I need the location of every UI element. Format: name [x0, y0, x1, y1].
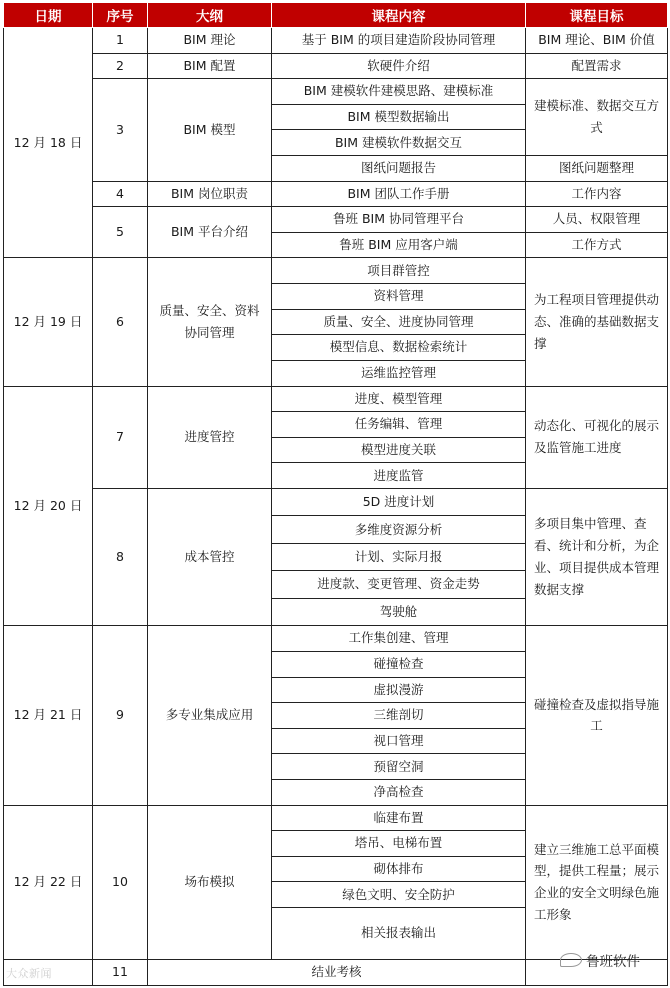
outline-cell: BIM 平台介绍	[148, 207, 272, 258]
content-cell: 模型进度关联	[272, 437, 526, 463]
date-cell: 12 月 22 日	[4, 805, 93, 959]
outline-cell: BIM 模型	[148, 79, 272, 181]
table-row	[4, 488, 668, 515]
no-cell: 9	[93, 626, 148, 805]
table-row	[4, 386, 668, 412]
content-cell: 资料管理	[272, 284, 526, 310]
chat-bubble-icon	[560, 953, 582, 967]
content-cell: 结业考核	[148, 960, 526, 986]
header-no: 序号	[93, 3, 148, 28]
goal-cell: 建立三维施工总平面模型，提供工程量；展示企业的安全文明绿色施工形象	[526, 805, 668, 959]
content-cell: 项目群管控	[272, 258, 526, 284]
content-cell: BIM 建模软件建模思路、建模标准	[272, 79, 526, 105]
content-cell: 进度款、变更管理、资金走势	[272, 571, 526, 598]
no-cell: 6	[93, 258, 148, 386]
no-cell: 5	[93, 207, 148, 258]
content-cell: 预留空洞	[272, 754, 526, 780]
table-row	[4, 207, 668, 233]
content-cell: 进度、模型管理	[272, 386, 526, 412]
content-cell: 视口管理	[272, 728, 526, 754]
no-cell: 1	[93, 28, 148, 54]
outline-cell: 场布模拟	[148, 805, 272, 959]
content-cell: 多维度资源分析	[272, 516, 526, 543]
content-cell: 相关报表输出	[272, 908, 526, 960]
no-cell: 2	[93, 53, 148, 79]
outline-cell: BIM 岗位职责	[148, 181, 272, 207]
goal-cell: 碰撞检查及虚拟指导施工	[526, 626, 668, 805]
content-cell: 碰撞检查	[272, 651, 526, 677]
content-cell: 质量、安全、进度协同管理	[272, 309, 526, 335]
content-cell: 模型信息、数据检索统计	[272, 335, 526, 361]
goal-cell: 建模标准、数据交互方式	[526, 79, 668, 156]
header-content: 课程内容	[272, 3, 526, 28]
content-cell: 计划、实际月报	[272, 543, 526, 570]
content-cell: BIM 建模软件数据交互	[272, 130, 526, 156]
content-cell: 软硬件介绍	[272, 53, 526, 79]
content-cell: 鲁班 BIM 应用客户端	[272, 232, 526, 258]
table-row	[4, 53, 668, 79]
header-outline: 大纲	[148, 3, 272, 28]
content-cell: 绿色文明、安全防护	[272, 882, 526, 908]
goal-cell: BIM 理论、BIM 价值	[526, 28, 668, 54]
table-row	[4, 626, 668, 652]
goal-cell: 多项目集中管理、查看、统计和分析，为企业、项目提供成本管理数据支撑	[526, 488, 668, 625]
watermark-right-text: 鲁班软件	[586, 954, 640, 970]
content-cell: 临建布置	[272, 805, 526, 831]
content-cell: 进度监管	[272, 463, 526, 489]
outline-cell: 进度管控	[148, 386, 272, 488]
outline-cell: 多专业集成应用	[148, 626, 272, 805]
content-cell: 塔吊、电梯布置	[272, 831, 526, 857]
no-cell: 3	[93, 79, 148, 181]
table-row	[4, 79, 668, 105]
date-cell: 12 月 18 日	[4, 28, 93, 258]
no-cell: 4	[93, 181, 148, 207]
outline-cell: 质量、安全、资料协同管理	[148, 258, 272, 386]
goal-cell: 人员、权限管理	[526, 207, 668, 233]
date-cell: 12 月 21 日	[4, 626, 93, 805]
watermark-right	[560, 950, 640, 970]
outline-cell: BIM 配置	[148, 53, 272, 79]
date-cell: 12 月 20 日	[4, 386, 93, 626]
course-schedule-table	[3, 2, 668, 986]
content-cell: 三维剖切	[272, 703, 526, 729]
watermark-left: 大众新闻	[6, 967, 52, 980]
content-cell: 5D 进度计划	[272, 488, 526, 515]
table-row	[4, 181, 668, 207]
content-cell: 砌体排布	[272, 856, 526, 882]
content-cell: 净高检查	[272, 779, 526, 805]
no-cell: 7	[93, 386, 148, 488]
header-row	[4, 3, 668, 28]
table-row	[4, 805, 668, 831]
header-date: 日期	[4, 3, 93, 28]
goal-cell: 配置需求	[526, 53, 668, 79]
header-goal: 课程目标	[526, 3, 668, 28]
no-cell: 10	[93, 805, 148, 959]
goal-cell: 工作内容	[526, 181, 668, 207]
outline-cell: BIM 理论	[148, 28, 272, 54]
content-cell: 鲁班 BIM 协同管理平台	[272, 207, 526, 233]
content-cell: BIM 团队工作手册	[272, 181, 526, 207]
content-cell: 工作集创建、管理	[272, 626, 526, 652]
content-cell: BIM 模型数据输出	[272, 104, 526, 130]
content-cell: 运维监控管理	[272, 360, 526, 386]
content-cell: 任务编辑、管理	[272, 412, 526, 438]
goal-cell: 为工程项目管理提供动态、准确的基础数据支撑	[526, 258, 668, 386]
no-cell: 8	[93, 488, 148, 625]
goal-cell: 动态化、可视化的展示及监管施工进度	[526, 386, 668, 488]
outline-cell: 成本管控	[148, 488, 272, 625]
table-row	[4, 28, 668, 54]
content-cell: 虚拟漫游	[272, 677, 526, 703]
goal-cell: 图纸问题整理	[526, 156, 668, 182]
content-cell: 驾驶舱	[272, 598, 526, 625]
content-cell: 图纸问题报告	[272, 156, 526, 182]
goal-cell: 工作方式	[526, 232, 668, 258]
no-cell: 11	[93, 960, 148, 986]
content-cell: 基于 BIM 的项目建造阶段协同管理	[272, 28, 526, 54]
date-cell: 12 月 19 日	[4, 258, 93, 386]
table-row	[4, 258, 668, 284]
